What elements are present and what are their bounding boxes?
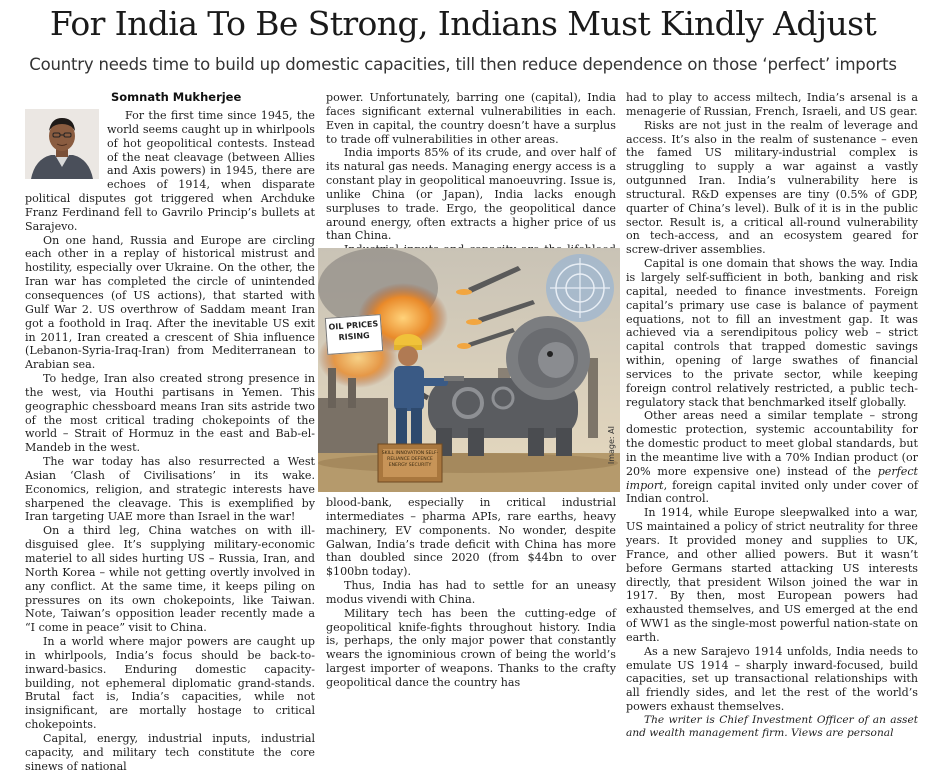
- paragraph: India imports 85% of its crude, and over half of its natural gas needs. Managing energy access is a constant play in geopolitical manoeuvring. Issue is, unlike China (or Japan), India lacks enough surpluses to trade. Ergo, the geopolitical dance around energy, often extracts a higher price of us than China.: [326, 146, 616, 243]
- author-photo: [25, 109, 99, 179]
- emphasis: perfect import: [626, 464, 918, 492]
- text-run: , foreign capital invited only under cover of Indian control.: [626, 478, 918, 506]
- paragraph: had to play to access miltech, India’s arsenal is a menagerie of Russian, French, Israeli, and US gear.: [626, 91, 918, 118]
- box-label: SKILL INNOVATION SELF-RELIANCE DEFENCE ENERGY SECURITY: [381, 451, 439, 468]
- article-illustration: [318, 248, 620, 492]
- paragraph: Capital is one domain that shows the way. India is largely self-sufficient in both, banking and risk capital, needed to finance investments. Foreign capital’s primary use case is balance of payment equations, not to fill an investment gap. It was achieved via a serendipitous policy web – strict capital controls that trapped domestic savings within, opening of large swathes of financial services to the private sector, while keeping foreign control relatively restricted, a public tech-regulatory stack that benchmarked itself globally.: [626, 257, 918, 409]
- text-run: Other areas need a similar template – strong domestic protection, systemic accountability for the domestic product to meet global standards, but in the meantime live with a 70% Indian product (or 20% more expensive one) instead of the: [626, 409, 918, 478]
- paragraph: Thus, India has had to settle for an uneasy modus vivendi with China.: [326, 579, 616, 606]
- byline: Somnath Mukherjee: [111, 90, 242, 104]
- illustration-lion-worker-icon: [318, 248, 620, 492]
- image-credit: Image: AI: [607, 425, 616, 464]
- paragraph: In 1914, while Europe sleepwalked into a war, US maintained a policy of strict neutrality for three years. It provided money and supplies to UK, France, and other allied powers. But it wasn’t before Germans started attacking US interests directly, that president Wilson joined the war in 1917. By then, most European powers had exhausted themselves, and US emerged at the end of WW1 as the single-most powerful nation-state on earth.: [626, 506, 918, 644]
- paragraph: In a world where major powers are caught up in whirlpools, India’s focus should be back-to-inward-basics. Enduring domestic capacity-building, not ephemeral diplomatic grand-stands. Brutal fact is, India’s capacities, while not insignificant, are mortally hostage to critical chokepoints.: [25, 635, 315, 732]
- paragraph: blood-bank, especially in critical industrial intermediates – pharma APIs, rare earths, heavy machinery, EV components. No wonder, despite Galwan, India’s trade deficit with China has more than doubled since 2020 (from $44bn to over $100bn today).: [326, 496, 616, 579]
- paragraph: As a new Sarajevo 1914 unfolds, India needs to emulate US 1914 – sharply inward-focused, build capacities, set up transactional relationships with all friendly sides, and let the rest of the world’s powers exhaust themselves.: [626, 644, 918, 714]
- article-column-2-top: [326, 91, 616, 271]
- paragraph: Capital, energy, industrial inputs, industrial capacity, and military tech constitute the core sinews of national: [25, 731, 315, 773]
- paragraph: [626, 409, 918, 506]
- article-column-1: [25, 91, 315, 773]
- paragraph: power. Unfortunately, barring one (capital), India faces significant external vulnerabilities in each. Even in capital, the country doesn’t have a surplus to trade off vulnerabilities in other areas.: [326, 91, 616, 146]
- author-note: The writer is Chief Investment Officer of an asset and wealth management firm. Views are personal: [626, 713, 918, 740]
- paragraph: On a third leg, China watches on with ill-disguised glee. It’s supplying military-economic materiel to all sides hurting US – Russia, Iran, and North Korea – while not getting overtly involved in any conflict. At the same time, it keeps piling on pressures on its own chokepoints, like Taiwan. Note, Taiwan’s opposition leader recently made a “I come in peace” visit to China.: [25, 524, 315, 635]
- paragraph: On one hand, Russia and Europe are circling each other in a replay of historical mistrust and hostility, especially over Ukraine. On the other, the Iran war has completed the circle of unintended consequences (of US actions), that started with Gulf War 2. US overthrow of Saddam meant Iran got a foothold in Iraq. After the inevitable US exit in 2011, Iran created a crescent of Shia influence (Lebanon-Syria-Iraq-Iran) from Mediterranean to Arabian sea.: [25, 233, 315, 372]
- article-column-2-bottom: [326, 496, 616, 689]
- oil-prices-sign: OIL PRICES RISING: [325, 314, 383, 355]
- paragraph: Military tech has been the cutting-edge of geopolitical knife-fights throughout history. India is, perhaps, the only major power that constantly wears the ignominious crown of being the world’s largest importer of weapons. Thanks to the crafty geopolitical dance the country has: [326, 606, 616, 689]
- paragraph: To hedge, Iran also created strong presence in the west, via Houthi partisans in Yemen. This geographic chessboard means Iran sits astride two of the most critical trading chokepoints of the world – Strait of Hormuz in the east and Bab-el-Mandeb in the west.: [25, 372, 315, 455]
- author-portrait-icon: [25, 109, 99, 179]
- paragraph: Risks are not just in the realm of leverage and access. It’s also in the realm of sustenance – even the famed US military-industrial complex is struggling to supply a war against a vastly outgunned Iran. India’s vulnerability here is structural. R&D expenses are tiny (0.5% of GDP, quarter of China’s level). Bulk of it is in the public sector. Result is, a critical all-round vulnerability on tech-access, and an ecosystem geared for screw-driver assemblies.: [626, 118, 918, 257]
- paragraph: The war today has also resurrected a West Asian ‘Clash of Civilisations’ in its wake. Economics, religion, and strategic interests have sharpened the cleavage. This is exemplified by Iran targeting UAE more than Israel in the war!: [25, 455, 315, 524]
- article-column-3: [626, 91, 918, 740]
- headline: For India To Be Strong, Indians Must Kindly Adjust: [49, 4, 877, 43]
- subheadline: Country needs time to build up domestic capacities, till then reduce dependence on those ‘perfect’ imports: [29, 55, 897, 74]
- paragraph: For the first time since 1945, the world seems caught up in whirlpools of hot geopolitical contests. Instead of the neat cleavage (between Allies and Axis powers) in 1945, there are echoes of 1914, when disparate political disputes got triggered when Archduke Franz Ferdinand fell to Gavrilo Princip’s bullets at Sarajevo.: [25, 109, 315, 233]
